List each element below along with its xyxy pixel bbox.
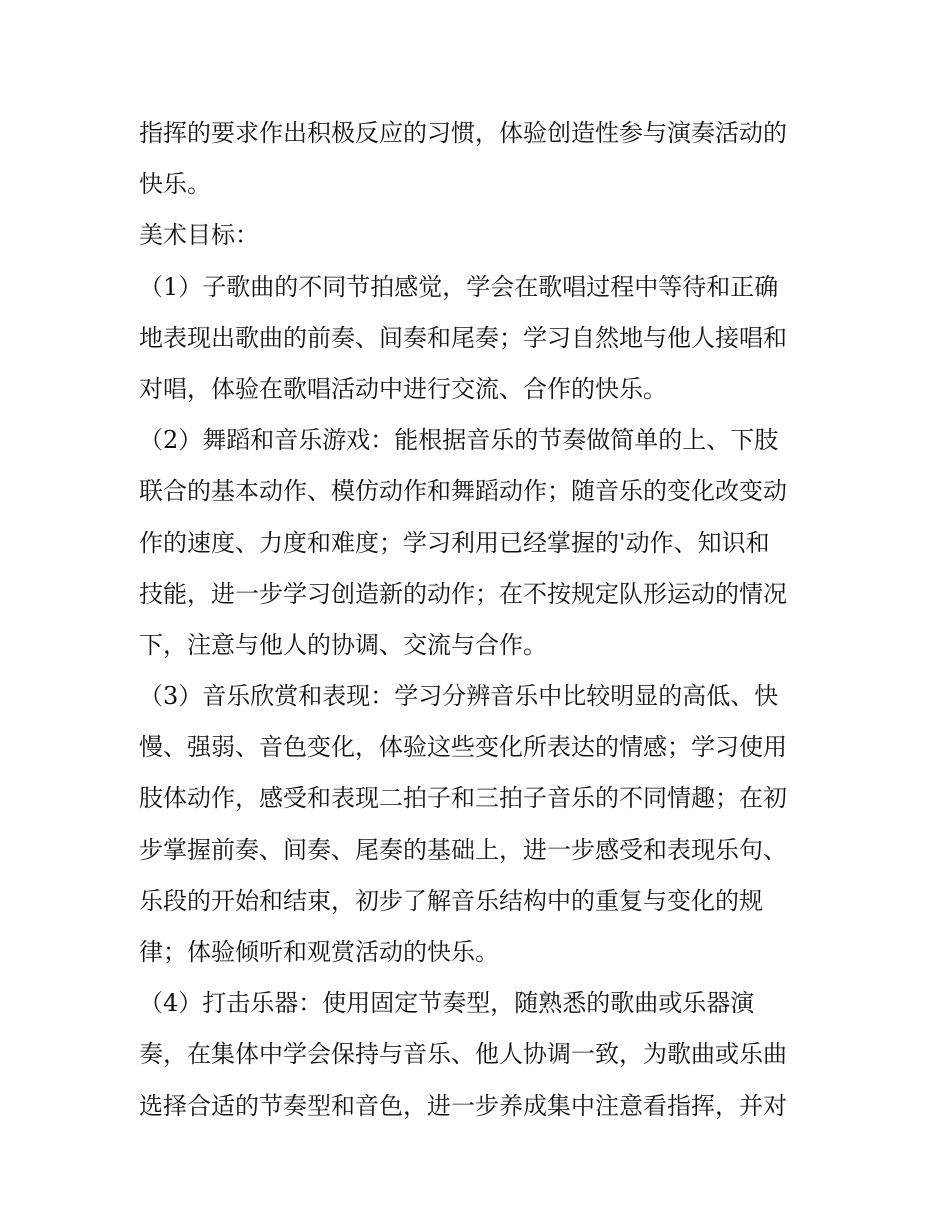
text-line: 下，注意与他人的协调、交流与合作。 [139, 630, 547, 659]
text-line: 乐段的开始和结束，初步了解音乐结构中的重复与变化的规 [139, 886, 763, 915]
text-line: 地表现出歌曲的前奏、间奏和尾奏；学习自然地与他人接唱和 [139, 323, 787, 352]
text-line: （2）舞蹈和音乐游戏：能根据音乐的节奏做简单的上、下肢 [139, 426, 779, 455]
text-line: 律；体验倾听和观赏活动的快乐。 [139, 938, 499, 966]
text-line: 指挥的要求作出积极反应的习惯，体验创造性参与演奏活动的 [139, 119, 787, 147]
text-line: 技能，进一步学习创造新的动作；在不按规定队形运动的情况 [139, 579, 787, 608]
text-line: （4）打击乐器：使用固定节奏型，随熟悉的歌曲或乐器演 [139, 989, 755, 1018]
text-line: 步掌握前奏、间奏、尾奏的基础上，进一步感受和表现乐句、 [139, 835, 787, 864]
text-line: 联合的基本动作、模仿动作和舞蹈动作；随音乐的变化改变动 [139, 477, 787, 506]
text-line: （1）子歌曲的不同节拍感觉，学会在歌唱过程中等待和正确 [139, 272, 779, 301]
text-line: （3）音乐欣赏和表现：学习分辨音乐中比较明显的高低、快 [139, 682, 779, 711]
text-line: 快乐。 [139, 170, 211, 199]
document-body [139, 108, 819, 1132]
text-line: 慢、强弱、音色变化，体验这些变化所表达的情感；学习使用 [139, 733, 787, 762]
text-line: 选择合适的节奏型和音色，进一步养成集中注意看指挥，并对 [139, 1091, 787, 1120]
text-line: 肢体动作，感受和表现二拍子和三拍子音乐的不同情趣；在初 [139, 784, 787, 813]
section-heading: 美术目标： [139, 221, 259, 250]
text-line: 作的速度、力度和难度；学习利用已经掌握的'动作、知识和 [139, 528, 770, 557]
text-line: 对唱，体验在歌唱活动中进行交流、合作的快乐。 [139, 374, 667, 403]
text-line: 奏，在集体中学会保持与音乐、他人协调一致，为歌曲或乐曲 [139, 1040, 787, 1069]
